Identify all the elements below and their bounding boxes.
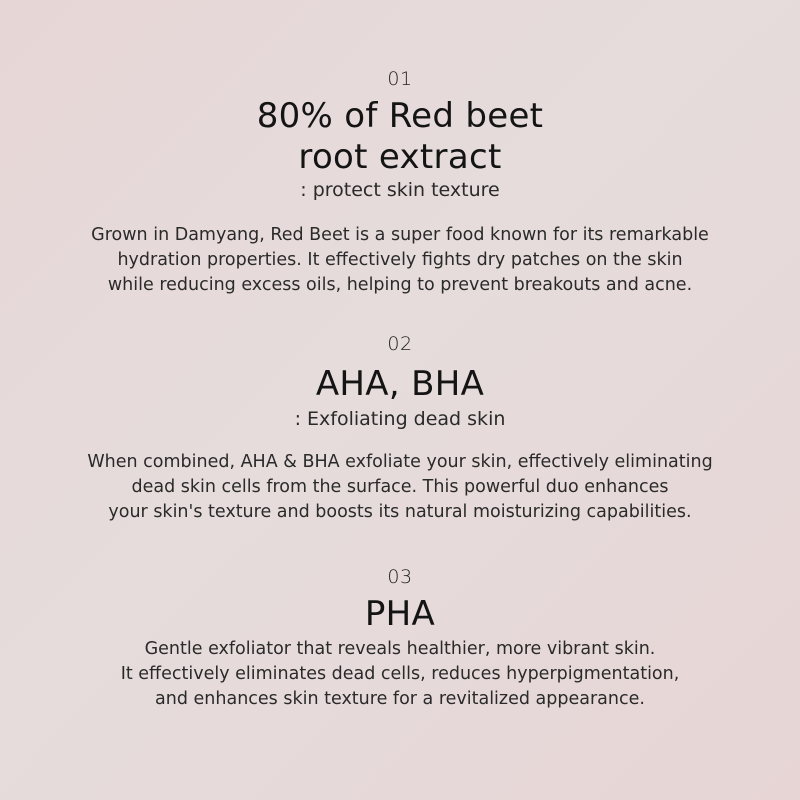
description-line: your skin's texture and boosts its natural moisturizing capabilities. xyxy=(108,502,692,522)
section-number: 02 xyxy=(387,333,413,355)
section-description xyxy=(0,223,800,298)
section-title-line: PHA xyxy=(364,594,436,634)
section-description xyxy=(0,637,800,712)
description-line: and enhances skin texture for a revitalized appearance. xyxy=(155,689,645,709)
ingredient-section-red-beet xyxy=(0,68,800,298)
description-line: When combined, AHA & BHA exfoliate your skin, effectively eliminating xyxy=(87,452,713,472)
section-number: 01 xyxy=(387,68,413,90)
description-line: while reducing excess oils, helping to prevent breakouts and acne. xyxy=(107,275,693,295)
description-line: It effectively eliminates dead cells, reduces hyperpigmentation, xyxy=(120,664,680,684)
section-title-line: AHA, BHA xyxy=(315,364,485,404)
ingredient-section-pha xyxy=(0,566,800,712)
section-description xyxy=(0,450,800,525)
section-subtitle: : protect skin texture xyxy=(300,179,500,201)
ingredient-section-aha-bha xyxy=(0,333,800,525)
description-line: Gentle exfoliator that reveals healthier, more vibrant skin. xyxy=(144,639,656,659)
description-line: hydration properties. It effectively fights dry patches on the skin xyxy=(117,250,683,270)
section-number: 03 xyxy=(387,566,413,588)
description-line: dead skin cells from the surface. This powerful duo enhances xyxy=(131,477,669,497)
description-line: Grown in Damyang, Red Beet is a super food known for its remarkable xyxy=(91,225,709,245)
section-title-line: 80% of Red beet xyxy=(256,96,544,136)
section-title-line: root extract xyxy=(298,137,502,177)
section-subtitle: : Exfoliating dead skin xyxy=(294,408,506,430)
